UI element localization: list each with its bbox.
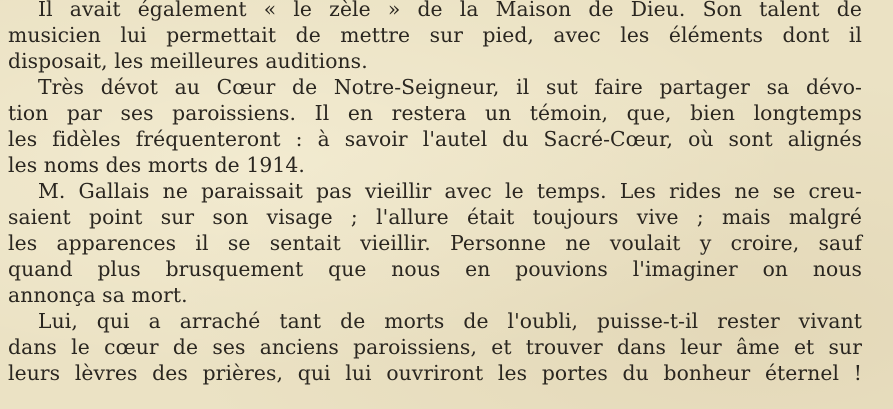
text-line-1: Il avait également « le zèle » de la Maison de Dieu. Son talent de [38, 0, 862, 21]
text-line-7: les noms des morts de 1914. [8, 153, 305, 177]
text-line-11: quand plus brusquement que nous en pouvions l'imaginer on nous [8, 257, 862, 281]
text-line-2: musicien lui permettait de mettre sur pied, avec les éléments dont il [8, 23, 862, 47]
text-line-3: disposait, les meilleures auditions. [8, 49, 368, 73]
text-line-13: Lui, qui a arraché tant de morts de l'oubli, puisse-t-il rester vivant [38, 309, 862, 333]
text-line-4: Très dévot au Cœur de Notre-Seigneur, il sut faire partager sa dévo- [38, 75, 862, 99]
text-line-5: tion par ses paroissiens. Il en restera un témoin, que, bien longtemps [8, 101, 862, 125]
text-line-6: les fidèles fréquenteront : à savoir l'autel du Sacré-Cœur, où sont alignés [8, 127, 862, 151]
text-line-10: les apparences il se sentait vieillir. Personne ne voulait y croire, sauf [8, 231, 862, 255]
text-line-15: leurs lèvres des prières, qui lui ouvriront les portes du bonheur éternel ! [8, 361, 862, 385]
text-line-9: saient point sur son visage ; l'allure était toujours vive ; mais malgré [8, 205, 862, 229]
text-line-8: M. Gallais ne paraissait pas vieillir avec le temps. Les rides ne se creu- [38, 179, 862, 203]
text-line-12: annonça sa mort. [8, 283, 188, 307]
text-line-14: dans le cœur de ses anciens paroissiens, et trouver dans leur âme et sur [8, 335, 862, 359]
